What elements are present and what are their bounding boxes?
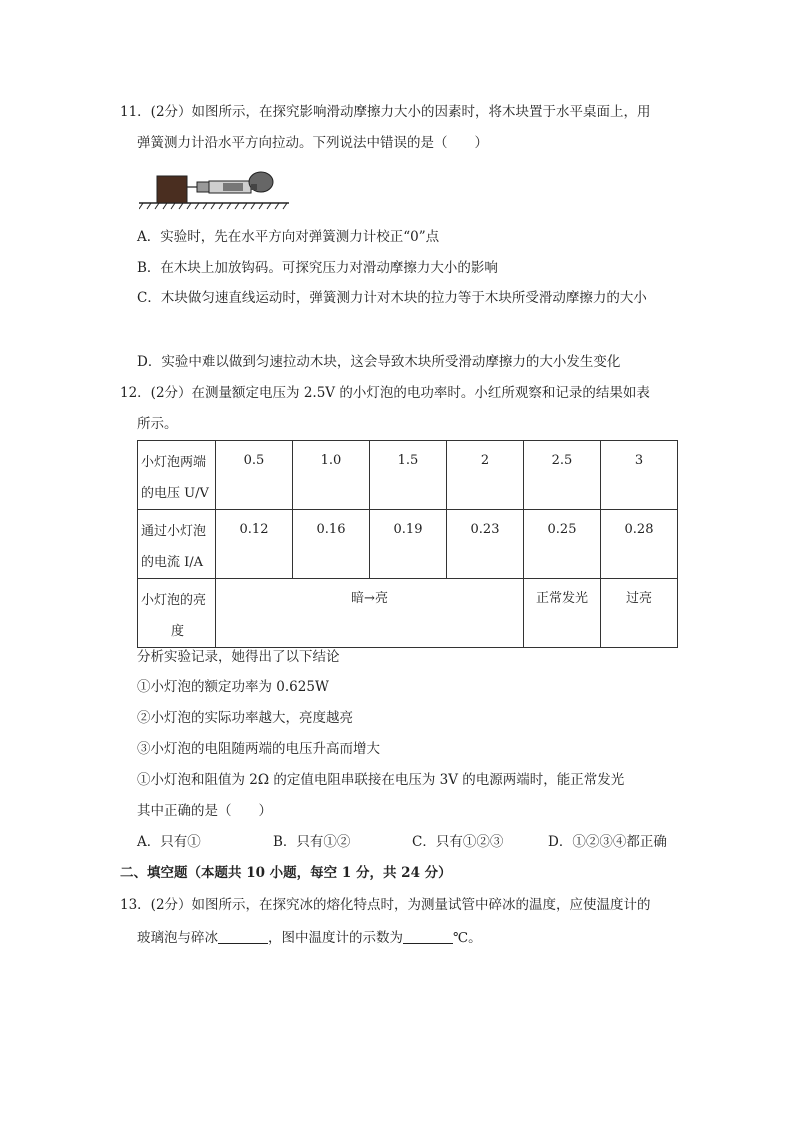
voltage-row-header: 小灯泡两端 的电压 U/V [138, 441, 216, 510]
q12-option-b: B．只有①② [273, 834, 351, 850]
table-cell: 0.19 [370, 510, 447, 579]
q13-stem-line1: 13．(2分）如图所示，在探究冰的熔化特点时，为测量试管中碎冰的温度，应使温度计的 [120, 897, 651, 913]
answer-blank-1 [218, 929, 268, 944]
table-cell: 0.25 [524, 510, 601, 579]
table-cell: 正常发光 [524, 579, 601, 648]
table-cell: 3 [601, 441, 678, 510]
q11-option-a: A．实验时，先在水平方向对弹簧测力计校正“0”点 [137, 229, 440, 245]
measurement-table [137, 440, 678, 648]
q12-stem-line2: 所示。 [137, 416, 178, 432]
table-cell: 0.5 [216, 441, 293, 510]
q12-option-c: C．只有①②③ [412, 834, 504, 850]
table-cell: 暗→亮 [216, 579, 524, 648]
table-cell: 0.23 [447, 510, 524, 579]
table-cell: 1.5 [370, 441, 447, 510]
table-cell: 2.5 [524, 441, 601, 510]
q12-analysis: 分析实验记录，她得出了以下结论 [137, 649, 340, 665]
table-cell: 0.12 [216, 510, 293, 579]
table-cell: 过亮 [601, 579, 678, 648]
section-heading: 二、填空题（本题共 10 小题，每空 1 分，共 24 分） [120, 865, 452, 881]
q12-option-d: D．①②③④都正确 [548, 834, 667, 850]
brightness-row-header: 小灯泡的亮 度 [138, 579, 216, 648]
q13-stem-line2: 玻璃泡与碎冰 ，图中温度计的示数为 ℃。 [137, 930, 482, 946]
current-row-header: 通过小灯泡 的电流 I/A [138, 510, 216, 579]
q12-conclusion-2: ②小灯泡的实际功率越大，亮度越亮 [137, 710, 353, 726]
q11-option-d: D．实验中难以做到匀速拉动木块，这会导致木块所受滑动摩擦力的大小发生变化 [137, 354, 621, 370]
q12-conclusion-1: ①小灯泡的额定功率为 0.625W [137, 679, 329, 695]
table-cell: 2 [447, 441, 524, 510]
answer-blank-2 [403, 929, 453, 944]
q11-stem-line1: 11．(2分）如图所示，在探究影响滑动摩擦力大小的因素时，将木块置于水平桌面上，用 [120, 104, 651, 120]
friction-experiment-figure [139, 167, 289, 213]
q12-question: 其中正确的是（ ） [137, 803, 272, 819]
q12-option-a: A．只有① [137, 834, 201, 850]
q11-stem-line2: 弹簧测力计沿水平方向拉动。下列说法中错误的是（ ） [137, 135, 488, 151]
q11-option-b: B．在木块上加放钩码。可探究压力对滑动摩擦力大小的影响 [137, 260, 498, 276]
q12-conclusion-3: ③小灯泡的电阻随两端的电压升高而增大 [137, 741, 380, 757]
table-cell: 1.0 [293, 441, 370, 510]
table-cell: 0.28 [601, 510, 678, 579]
q12-conclusion-4: ①小灯泡和阻值为 2Ω 的定值电阻串联接在电压为 3V 的电源两端时，能正常发光 [137, 772, 625, 788]
table-cell: 0.16 [293, 510, 370, 579]
q11-option-c: C．木块做匀速直线运动时，弹簧测力计对木块的拉力等于木块所受滑动摩擦力的大小 [137, 290, 647, 306]
q12-stem-line1: 12．(2分）在测量额定电压为 2.5V 的小灯泡的电功率时。小红所观察和记录的结果如表 [120, 385, 650, 401]
